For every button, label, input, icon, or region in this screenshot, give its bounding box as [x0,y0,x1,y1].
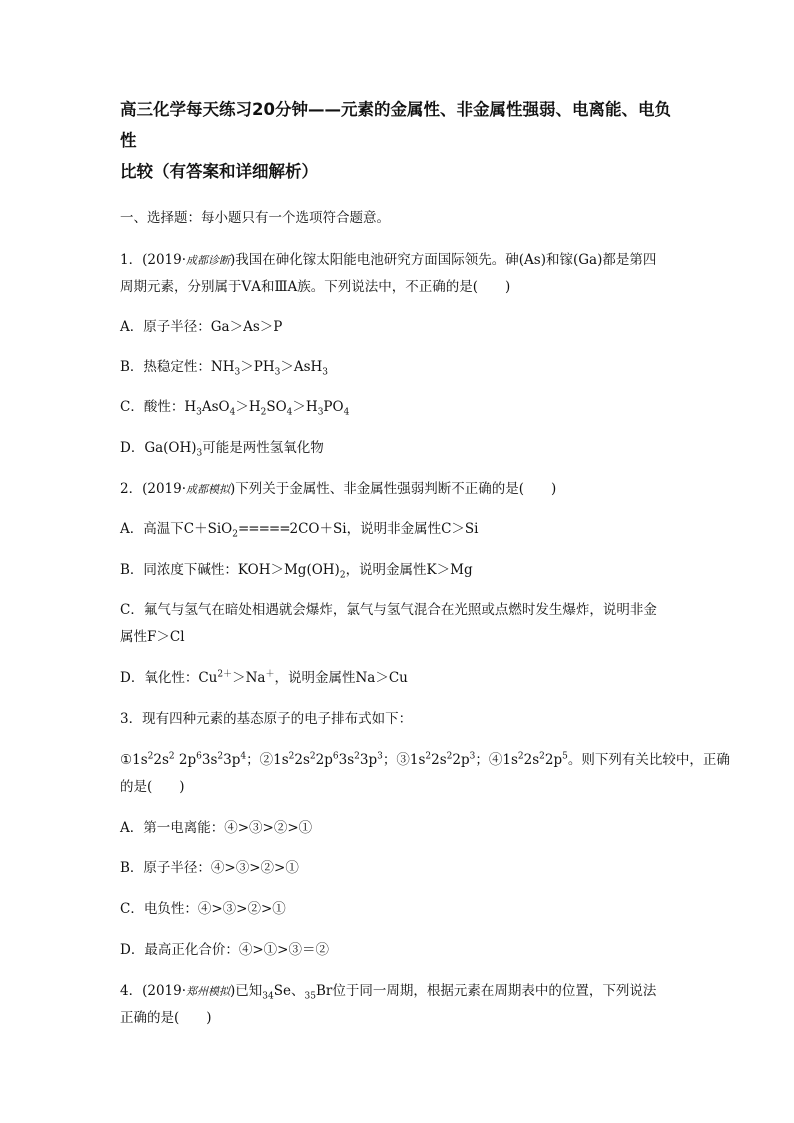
text-run: C．酸性：H [120,399,197,415]
subscript: 4 [286,407,293,418]
superscript: 2＋ [217,669,233,680]
q3-option-b: B．原子半径：④>③>②>① [120,860,299,876]
subscript: 35 [304,991,316,1002]
q3-stem-line-3: 的是( ) [120,779,185,795]
subscript: 2 [260,407,267,418]
superscript: 2 [354,751,360,762]
q1-option-d [120,438,324,458]
text-run: ；②1s [246,752,289,768]
text-run: 2p [544,752,563,768]
superscript: 3 [469,751,476,762]
superscript: 2 [425,751,432,762]
superscript: 2 [217,751,224,762]
text-run: ①1s [120,752,148,768]
text-run: 可能是两性氢氧化物 [202,440,324,456]
q2-source: 成都模拟 [186,483,231,496]
text-run: D．氧化性：Cu [120,670,218,686]
q3-option-d: D．最高正化合价：④>①>③＝② [120,942,329,958]
q3-option-c: C．电负性：④>③>②>① [120,901,286,917]
subscript: 3 [317,407,324,418]
superscript: 2 [517,751,524,762]
superscript: 6 [332,751,339,762]
text-run: 2p [452,752,470,768]
text-run: ，说明金属性K＞Mg [345,562,473,578]
subscript: 4 [343,407,350,418]
q1-stem-line-1 [120,250,656,271]
equals-sign: ===== [237,521,290,537]
subscript: 2 [232,529,238,540]
subscript: 3 [196,448,203,459]
q1-number: 1．(2019· [120,252,187,268]
q2-stem-text: )下列关于金属性、非金属性强弱判断不正确的是( ) [230,481,557,497]
subscript: 3 [196,407,202,418]
q1-option-c [120,397,349,417]
text-run: Se、 [273,983,305,999]
superscript: 4 [240,751,247,762]
text-run: ，说明金属性Na＞Cu [274,670,408,686]
q4-stem-line-2: 正确的是( ) [120,1010,212,1026]
text-run: 3s [201,752,218,768]
text-run: Br位于同一周期，根据元素在周期表中的位置，下列说法 [315,983,657,999]
q1-stem-text: )我国在砷化镓太阳能电池研究方面国际领先。砷(As)和镓(Ga)都是第四 [230,252,657,268]
subscript: 3 [234,367,241,378]
text-run: 2p [174,752,197,768]
q4-number: 4．(2019· [120,983,187,999]
text-run: )已知 [230,983,263,999]
text-run: 3p [359,752,378,768]
subscript: 2 [339,570,346,581]
section-heading: 一、选择题：每小题只有一个选项符合题意。 [120,210,390,226]
text-run: D．Ga(OH) [120,440,197,456]
superscript: 5 [562,751,568,762]
superscript: 2 [309,751,316,762]
text-run: ＞AsH [280,359,323,375]
q4-stem-line-1 [120,981,656,1002]
text-run: B．热稳定性：NH [120,359,235,375]
q1-option-b [120,357,328,377]
text-run: 2s [153,752,169,768]
text-run: 2s [523,752,540,768]
q1-source: 成都诊断 [186,254,231,267]
q2-number: 2．(2019· [120,481,187,497]
superscript: 2 [539,751,545,762]
text-run: 3s [338,752,355,768]
superscript: 2 [147,751,154,762]
text-run: PO [323,399,344,415]
q3-configurations [120,750,730,770]
superscript: ＋ [265,669,275,680]
q2-option-a [120,519,478,539]
q2-stem [120,479,556,500]
subscript: 3 [322,367,329,378]
title-line-2: 比较（有答案和详细解析） [120,162,318,181]
text-run: 。则下列有关比较中，正确 [567,752,730,768]
text-run: 2s [294,752,310,768]
q2-option-c-line-2: 属性F＞Cl [120,629,185,645]
text-run: ；④1s [475,752,518,768]
text-run: ＞Na [232,670,266,686]
q1-stem-line-2: 周期元素，分别属于ⅤA和ⅢA族。下列说法中，不正确的是( ) [120,279,511,295]
text-run: A．高温下C＋SiO [120,521,233,537]
document-title [120,94,685,187]
text-run: 2p [315,752,333,768]
text-run: AsO [201,399,230,415]
q2-option-c-line-1: C．氟气与氢气在暗处相遇就会爆炸，氯气与氢气混合在光照或点燃时发生爆炸，说明非金 [120,602,657,618]
superscript: 2 [168,751,175,762]
title-line-1: 高三化学每天练习20分钟——元素的金属性、非金属性强弱、电离能、电负性 [120,100,671,150]
text-run: ＞PH [240,359,275,375]
text-run: ；③1s [382,752,426,768]
text-run: ＞H [292,399,318,415]
subscript: 34 [262,991,274,1002]
superscript: 6 [196,751,202,762]
q3-stem-line-1: 3．现有四种元素的基态原子的电子排布式如下： [120,711,413,727]
q3-option-a: A．第一电离能：④>③>②>① [120,820,313,836]
subscript: 4 [229,407,236,418]
superscript: 2 [446,751,453,762]
text-run: ＞H [235,399,261,415]
text-run: 2CO＋Si，说明非金属性C＞Si [289,521,479,537]
q2-option-b [120,560,473,580]
text-run: 3p [223,752,241,768]
text-run: 2s [431,752,447,768]
subscript: 3 [274,367,281,378]
q2-option-d [120,668,408,688]
superscript: 2 [288,751,295,762]
text-run: SO [266,399,287,415]
q1-option-a: A．原子半径：Ga＞As＞P [120,319,283,335]
q4-source: 郑州模拟 [186,985,231,998]
superscript: 3 [377,751,383,762]
text-run: B．同浓度下碱性：KOH＞Mg(OH) [120,562,340,578]
